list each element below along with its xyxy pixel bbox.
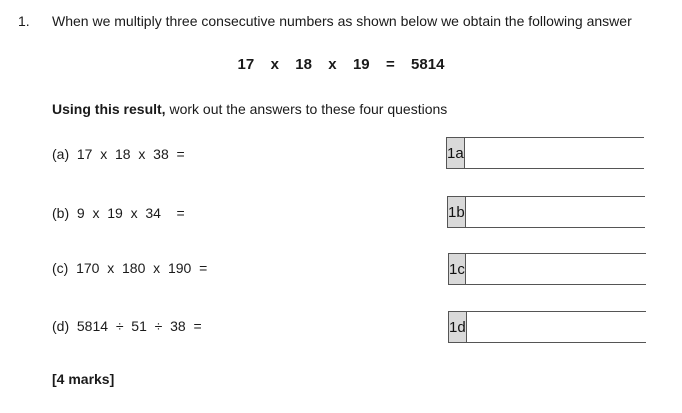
part-c-question: (c) 170 x 180 x 190 = [52, 260, 208, 276]
question-intro: When we multiply three consecutive numbers as shown below we obtain the following answer [52, 13, 632, 29]
answer-box-1a [446, 137, 644, 169]
answer-box-1b [447, 196, 645, 228]
answer-label-1c: 1c [449, 254, 466, 284]
marks-total: [4 marks] [52, 371, 115, 387]
question-number: 1. [18, 13, 30, 29]
part-a-question: (a) 17 x 18 x 38 = [52, 146, 185, 162]
answer-input-1b[interactable] [466, 197, 659, 227]
answer-label-1a: 1a [447, 138, 465, 168]
answer-box-1d [448, 311, 646, 343]
answer-label-1d: 1d [449, 312, 467, 342]
answer-input-1d[interactable] [467, 312, 660, 342]
answer-label-1b: 1b [448, 197, 466, 227]
answer-input-1a[interactable] [465, 138, 658, 168]
part-b-question: (b) 9 x 19 x 34 = [52, 205, 185, 221]
instruction-bold: Using this result, [52, 101, 166, 117]
instruction [52, 101, 447, 117]
answer-box-1c [448, 253, 646, 285]
given-equation: 17 x 18 x 19 = 5814 [237, 56, 445, 73]
part-d-question: (d) 5814 ÷ 51 ÷ 38 = [52, 318, 202, 334]
answer-input-1c[interactable] [466, 254, 659, 284]
instruction-rest: work out the answers to these four questions [165, 101, 448, 117]
